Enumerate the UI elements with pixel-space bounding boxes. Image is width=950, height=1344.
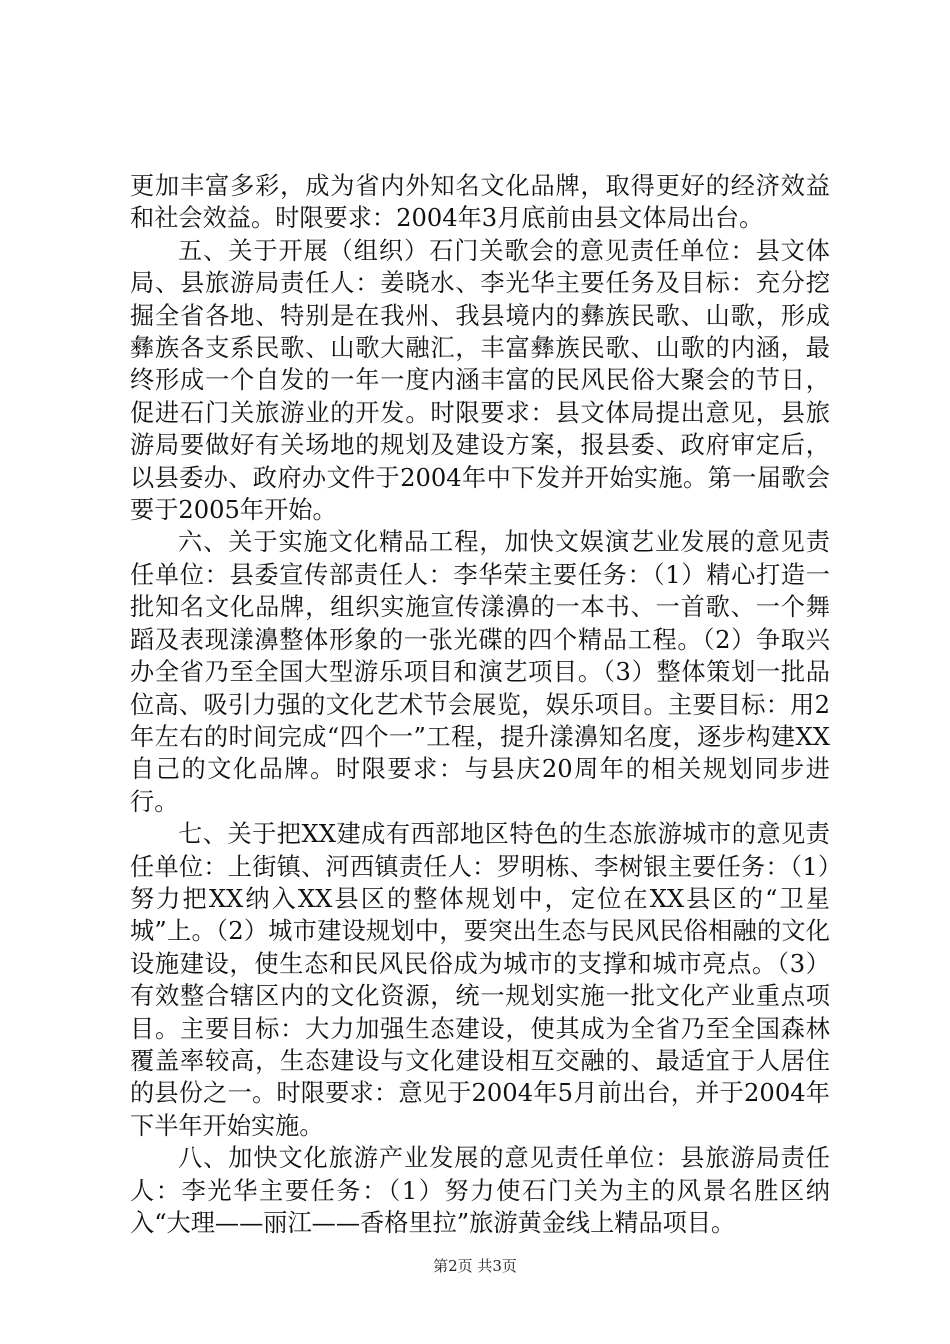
document-body — [130, 170, 830, 1239]
paragraph-section-8: 八、加快文化旅游产业发展的意见责任单位：县旅游局责任人：李光华主要任务：（1）努力使石门关为主的风景名胜区纳入“大理——丽江——香格里拉”旅游黄金线上精品项目。 — [130, 1144, 830, 1237]
paragraph-section-7: 七、关于把XX建成有西部地区特色的生态旅游城市的意见责任单位：上街镇、河西镇责任人：罗明栋、李树银主要任务：（1）努力把XX纳入XX县区的整体规划中，定位在XX县区的“卫星城”上。（2）城市建设规划中，要突出生态与民风民俗相融的文化设施建设，使生态和民风民俗成为城市的支撑和城市亮点。（3）有效整合辖区内的文化资源，统一规划实施一批文化产业重点项目。主要目标：大力加强生态建设，使其成为全省乃至全国森林覆盖率较高，生态建设与文化建设相互交融的、最适宜于人居住的县份之一。时限要求：意见于2004年5月前出台，并于2004年下半年开始实施。 — [130, 820, 830, 1140]
paragraph-continuation: 更加丰富多彩，成为省内外知名文化品牌，取得更好的经济效益和社会效益。时限要求：2004年3月底前由县文体局出台。 — [130, 172, 830, 233]
paragraph-section-5: 五、关于开展（组织）石门关歌会的意见责任单位：县文体局、县旅游局责任人：姜晓水、李光华主要任务及目标：充分挖掘全省各地、特别是在我州、我县境内的彝族民歌、山歌，形成彝族各支系民歌、山歌大融汇，丰富彝族民歌、山歌的内涵，最终形成一个自发的一年一度内涵丰富的民风民俗大聚会的节日，促进石门关旅游业的开发。时限要求：县文体局提出意见，县旅游局要做好有关场地的规划及建设方案，报县委、政府审定后，以县委办、政府办文件于2004年中下发并开始实施。第一届歌会要于2005年开始。 — [130, 236, 830, 525]
paragraph-section-6: 六、关于实施文化精品工程，加快文娱演艺业发展的意见责任单位：县委宣传部责任人：李华荣主要任务：（1）精心打造一批知名文化品牌，组织实施宣传漾濞的一本书、一首歌、一个舞蹈及表现漾濞整体形象的一张光碟的四个精品工程。（2）争取兴办全省乃至全国大型游乐项目和演艺项目。（3）整体策划一批品位高、吸引力强的文化艺术节会展览，娱乐项目。主要目标：用2年左右的时间完成“四个一”工程，提升漾濞知名度，逐步构建XX自己的文化品牌。时限要求：与县庆20周年的相关规划同步进行。 — [130, 528, 830, 816]
page-footer: 第2页 共3页 — [433, 1257, 517, 1275]
